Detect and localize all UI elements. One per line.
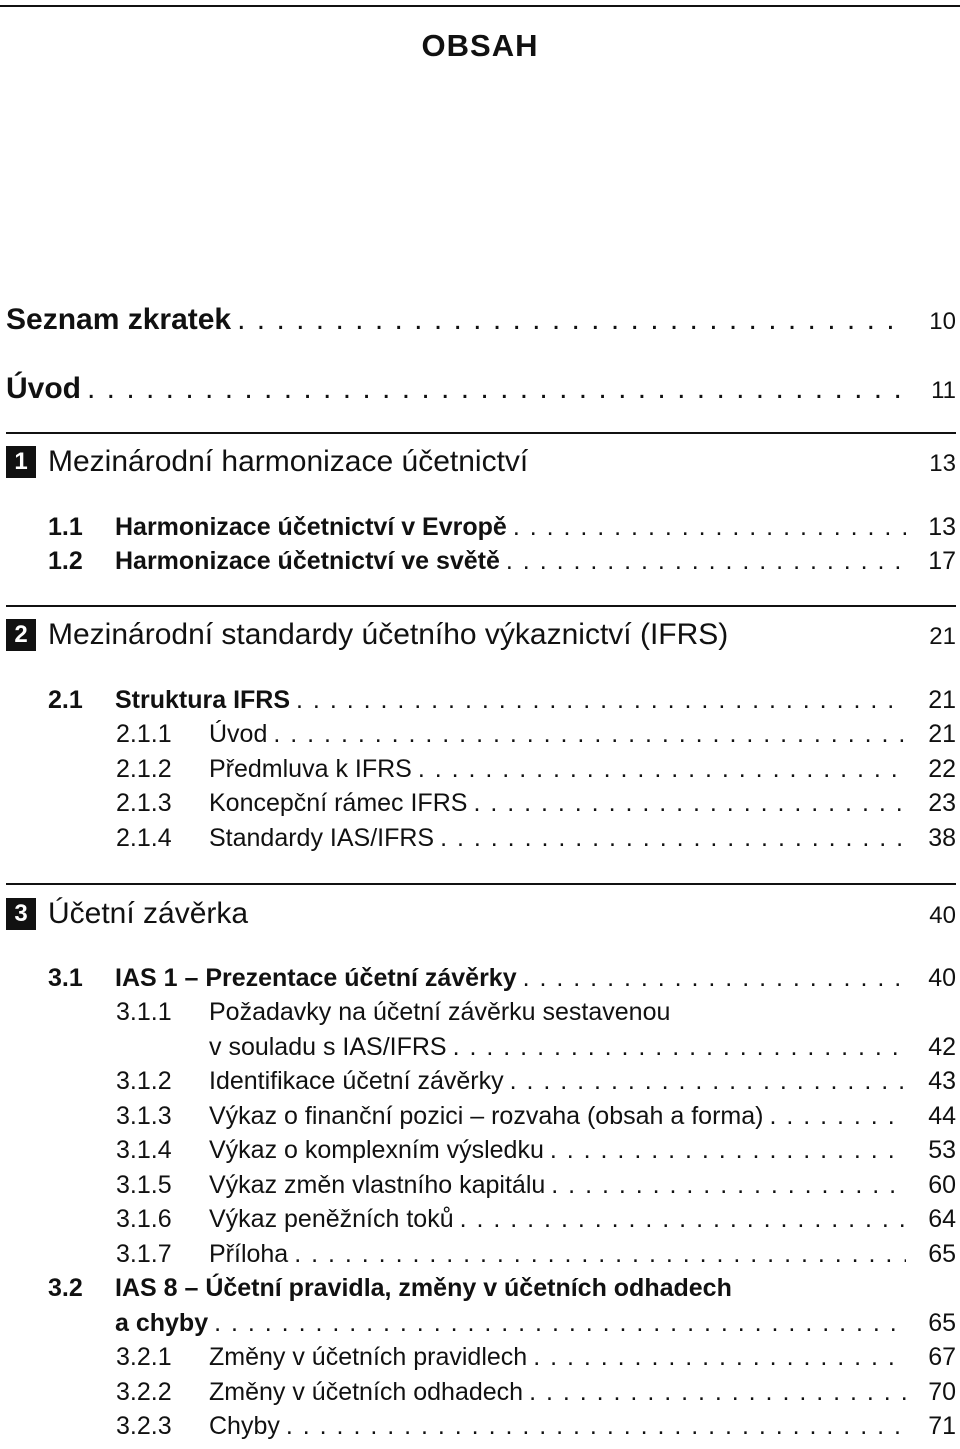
subsection-title: Výkaz změn vlastního kapitálu	[209, 1171, 546, 1199]
toc-entry-abbreviations[interactable]	[6, 303, 956, 337]
subsection-number: 3.1.4	[116, 1136, 172, 1164]
toc-entry-text: Úvod	[6, 372, 81, 405]
page-number: 38	[928, 824, 956, 852]
section-title-cont: a chyby	[115, 1309, 209, 1337]
dot-leader	[273, 720, 906, 749]
page-number: 65	[928, 1240, 956, 1268]
subsection-title: Výkaz o finanční pozici – rozvaha (obsah a forma)	[209, 1102, 764, 1130]
section-number: 3.2	[48, 1274, 83, 1302]
toc-subsection-2-1-2[interactable]	[116, 755, 956, 784]
toc-subsection-3-2-1[interactable]	[116, 1343, 956, 1372]
toc-entry-intro[interactable]	[6, 372, 956, 406]
subsection-title: Úvod	[209, 720, 268, 748]
subsection-title: Požadavky na účetní závěrku sestavenou	[209, 998, 671, 1026]
dot-leader	[529, 1378, 906, 1407]
chapter-title: Účetní závěrka	[48, 897, 249, 930]
section-number: 1.1	[48, 513, 83, 541]
page-number: 44	[928, 1102, 956, 1130]
subsection-number: 3.1.2	[116, 1067, 172, 1095]
toc-subsection-3-1-2[interactable]	[116, 1067, 956, 1096]
section-title: Harmonizace účetnictví v Evropě	[115, 513, 507, 541]
toc-section-3-2[interactable]	[48, 1274, 956, 1303]
chapter-number-badge: 1	[6, 446, 36, 478]
page-number: 43	[928, 1067, 956, 1095]
subsection-title: Příloha	[209, 1240, 289, 1268]
section-number: 3.1	[48, 964, 83, 992]
section-title: IAS 1 – Prezentace účetní závěrky	[115, 964, 517, 992]
toc-section-2-1[interactable]	[48, 686, 956, 715]
toc-subsection-3-1-3[interactable]	[116, 1102, 956, 1131]
chapter-number-badge: 3	[6, 898, 36, 930]
dot-leader	[237, 303, 906, 337]
toc-subsection-3-1-4[interactable]	[116, 1136, 956, 1165]
dot-leader	[769, 1102, 906, 1131]
toc-subsection-3-2-2[interactable]	[116, 1378, 956, 1407]
subsection-number: 3.1.1	[116, 998, 172, 1026]
dot-leader	[418, 755, 906, 784]
page-number: 13	[928, 513, 956, 541]
dot-leader	[286, 1412, 906, 1441]
dot-leader	[460, 1205, 906, 1234]
toc-subsection-3-1-1[interactable]	[116, 998, 956, 1027]
toc-subsection-2-1-1[interactable]	[116, 720, 956, 749]
dot-leader	[296, 686, 906, 715]
toc-subsection-3-1-5[interactable]	[116, 1171, 956, 1200]
toc-section-1-1[interactable]	[48, 513, 956, 542]
dot-leader	[523, 964, 906, 993]
toc-chapter-3[interactable]	[6, 897, 956, 931]
toc-chapter-1[interactable]	[6, 445, 956, 479]
chapter-divider	[6, 605, 956, 607]
toc-section-3-1[interactable]	[48, 964, 956, 993]
subsection-number: 3.2.1	[116, 1343, 172, 1371]
chapter-number-badge: 2	[6, 619, 36, 651]
subsection-number: 3.2.2	[116, 1378, 172, 1406]
page-number: 60	[928, 1171, 956, 1199]
page-number: 70	[928, 1378, 956, 1406]
toc-subsection-3-1-1-cont[interactable]	[209, 1033, 956, 1062]
subsection-title: Změny v účetních odhadech	[209, 1378, 524, 1406]
subsection-title: Předmluva k IFRS	[209, 755, 412, 783]
dot-leader	[550, 1136, 906, 1165]
dot-leader	[87, 372, 906, 406]
section-number: 2.1	[48, 686, 83, 714]
dot-leader	[533, 1343, 906, 1372]
page-number: 22	[928, 755, 956, 783]
subsection-number: 2.1.3	[116, 789, 172, 817]
toc-section-3-2-cont[interactable]	[115, 1309, 956, 1338]
subsection-title: Koncepční rámec IFRS	[209, 789, 468, 817]
chapter-title: Mezinárodní standardy účetního výkaznictví (IFRS)	[48, 618, 729, 651]
page-number: 11	[931, 377, 956, 404]
subsection-title: Standardy IAS/IFRS	[209, 824, 435, 852]
page-number: 10	[929, 308, 956, 335]
subsection-title: Změny v účetních pravidlech	[209, 1343, 528, 1371]
dot-leader	[506, 547, 906, 576]
page-number: 65	[928, 1309, 956, 1337]
dot-leader	[453, 1033, 906, 1062]
dot-leader	[294, 1240, 906, 1269]
subsection-number: 3.1.5	[116, 1171, 172, 1199]
page-number: 64	[928, 1205, 956, 1233]
subsection-number: 3.1.6	[116, 1205, 172, 1233]
subsection-number: 2.1.4	[116, 824, 172, 852]
dot-leader	[510, 1067, 906, 1096]
subsection-title-cont: v souladu s IAS/IFRS	[209, 1033, 447, 1061]
page-number: 21	[928, 720, 956, 748]
subsection-number: 2.1.2	[116, 755, 172, 783]
toc-subsection-3-2-3[interactable]	[116, 1412, 956, 1441]
dot-leader	[513, 513, 906, 542]
subsection-title: Chyby	[209, 1412, 280, 1440]
subsection-title: Výkaz o komplexním výsledku	[209, 1136, 544, 1164]
section-title: Struktura IFRS	[115, 686, 291, 714]
section-title: Harmonizace účetnictví ve světě	[115, 547, 500, 575]
subsection-number: 3.1.3	[116, 1102, 172, 1130]
page-number: 17	[928, 547, 956, 575]
toc-entry-text: Seznam zkratek	[6, 303, 232, 336]
page-number: 40	[928, 964, 956, 992]
toc-chapter-2[interactable]	[6, 618, 956, 652]
toc-subsection-3-1-7[interactable]	[116, 1240, 956, 1269]
page-number: 13	[929, 450, 956, 477]
toc-section-1-2[interactable]	[48, 547, 956, 576]
top-rule	[0, 5, 960, 7]
page-number: 21	[929, 623, 956, 650]
toc-subsection-3-1-6[interactable]	[116, 1205, 956, 1234]
dot-leader	[551, 1171, 906, 1200]
dot-leader	[473, 789, 906, 818]
dot-leader	[214, 1309, 906, 1338]
chapter-divider	[6, 883, 956, 885]
dot-leader	[440, 824, 906, 853]
page-number: 23	[928, 789, 956, 817]
toc-subsection-2-1-4[interactable]	[116, 824, 956, 853]
chapter-title: Mezinárodní harmonizace účetnictví	[48, 445, 529, 478]
page-number: 67	[928, 1343, 956, 1371]
subsection-number: 3.1.7	[116, 1240, 172, 1268]
toc-subsection-2-1-3[interactable]	[116, 789, 956, 818]
page-number: 21	[928, 686, 956, 714]
subsection-number: 3.2.3	[116, 1412, 172, 1440]
section-title: IAS 8 – Účetní pravidla, změny v účetních odhadech	[115, 1274, 732, 1302]
page-number: 42	[928, 1033, 956, 1061]
subsection-title: Identifikace účetní závěrky	[209, 1067, 504, 1095]
page-title: OBSAH	[421, 28, 539, 63]
subsection-title: Výkaz peněžních toků	[209, 1205, 454, 1233]
page-number: 53	[928, 1136, 956, 1164]
subsection-number: 2.1.1	[116, 720, 172, 748]
section-number: 1.2	[48, 547, 83, 575]
page-number: 40	[929, 902, 956, 929]
page-number: 71	[928, 1412, 956, 1440]
chapter-divider	[6, 432, 956, 434]
